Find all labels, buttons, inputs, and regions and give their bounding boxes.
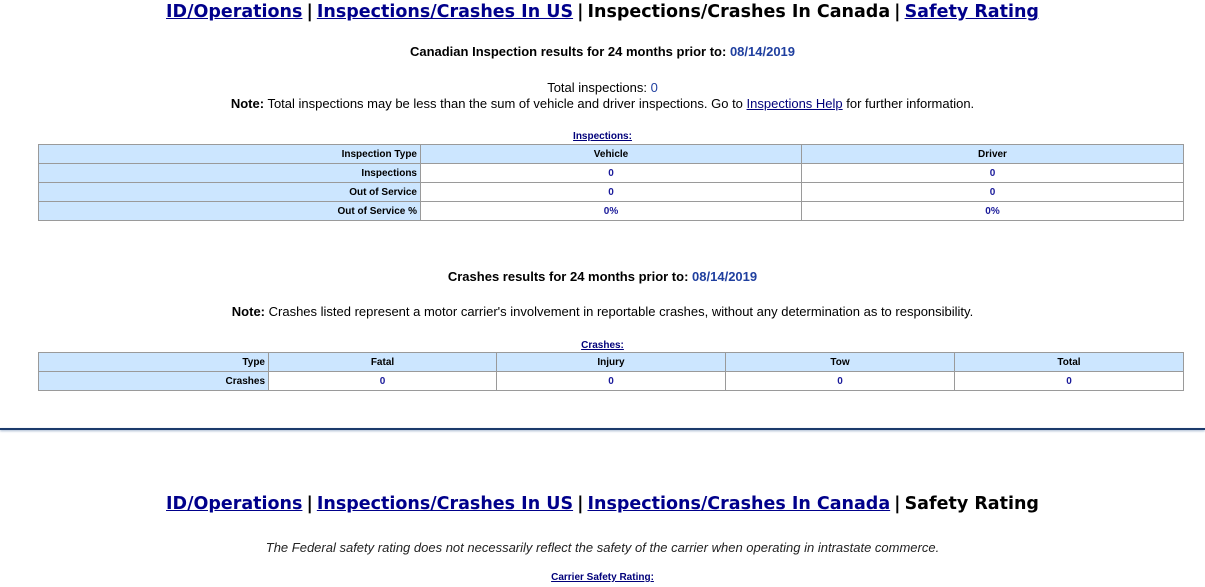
- inspections-caption-link[interactable]: Inspections:: [573, 131, 632, 142]
- table-cell: 0: [421, 164, 802, 183]
- total-inspections-value: 0: [650, 80, 658, 95]
- table-row: [39, 202, 1184, 221]
- total-inspections-label: Total inspections:: [547, 80, 647, 95]
- nav-separator: |: [577, 2, 584, 22]
- column-header: Total: [955, 353, 1184, 372]
- inspections-caption: [0, 131, 1205, 142]
- row-label: Inspections: [39, 164, 421, 183]
- table-row: [39, 183, 1184, 202]
- nav-safety-rating-current: Safety Rating: [904, 494, 1039, 514]
- crashes-caption: [0, 340, 1205, 351]
- nav-separator: |: [894, 2, 901, 22]
- table-cell: 0: [497, 372, 726, 391]
- nav-safety-rating-link[interactable]: Safety Rating: [904, 2, 1039, 22]
- nav-separator: |: [577, 494, 584, 514]
- row-label: Out of Service: [39, 183, 421, 202]
- column-header: Inspection Type: [39, 145, 421, 164]
- total-inspections: [0, 80, 1205, 95]
- row-label: Crashes: [39, 372, 269, 391]
- table-row: [39, 372, 1184, 391]
- top-nav: [0, 2, 1205, 22]
- inspection-note-text-end: for further information.: [842, 96, 975, 111]
- inspections-table: [38, 144, 1184, 221]
- crash-date: 08/14/2019: [692, 269, 758, 284]
- section-divider: [0, 428, 1205, 430]
- crash-note-text: Crashes listed represent a motor carrier's involvement in reportable crashes, without any determination as to responsibility.: [265, 304, 974, 319]
- nav-id-operations-link[interactable]: ID/Operations: [166, 2, 303, 22]
- nav-id-operations-link[interactable]: ID/Operations: [166, 494, 303, 514]
- crash-heading: [0, 269, 1205, 284]
- inspection-date: 08/14/2019: [729, 44, 796, 59]
- inspection-heading: [0, 44, 1205, 59]
- column-header: Driver: [802, 145, 1184, 164]
- crashes-table: [38, 352, 1184, 391]
- table-cell: 0: [802, 164, 1184, 183]
- carrier-safety-rating-link[interactable]: Carrier Safety Rating:: [551, 572, 654, 583]
- nav-separator: |: [306, 2, 313, 22]
- nav-separator: |: [894, 494, 901, 514]
- inspection-heading-text: Canadian Inspection results for 24 months prior to:: [409, 44, 727, 59]
- table-header-row: [39, 353, 1184, 372]
- crash-note-label: Note:: [231, 304, 266, 319]
- table-cell: 0: [955, 372, 1184, 391]
- row-label: Out of Service %: [39, 202, 421, 221]
- crash-note: [0, 304, 1205, 319]
- table-cell: 0: [802, 183, 1184, 202]
- table-cell: 0%: [802, 202, 1184, 221]
- column-header: Type: [39, 353, 269, 372]
- crash-heading-text: Crashes results for 24 months prior to:: [447, 269, 689, 284]
- column-header: Vehicle: [421, 145, 802, 164]
- inspections-help-link[interactable]: Inspections Help: [746, 96, 843, 111]
- nav-inspections-us-link[interactable]: Inspections/Crashes In US: [316, 494, 574, 514]
- bottom-nav: [0, 494, 1205, 514]
- nav-separator: |: [306, 494, 313, 514]
- column-header: Fatal: [269, 353, 497, 372]
- table-cell: 0: [421, 183, 802, 202]
- crashes-caption-link[interactable]: Crashes:: [581, 340, 624, 351]
- column-header: Injury: [497, 353, 726, 372]
- inspection-note-text: Total inspections may be less than the sum of vehicle and driver inspections. Go to: [264, 96, 747, 111]
- safety-rating-note: The Federal safety rating does not necessarily reflect the safety of the carrier when operating in intrastate commerce.: [265, 540, 940, 555]
- table-cell: 0: [726, 372, 955, 391]
- table-cell: 0: [269, 372, 497, 391]
- carrier-safety-rating-caption: [0, 572, 1205, 583]
- nav-inspections-canada-current: Inspections/Crashes In Canada: [587, 2, 891, 22]
- table-header-row: [39, 145, 1184, 164]
- table-row: [39, 164, 1184, 183]
- inspection-note-label: Note:: [230, 96, 265, 111]
- inspection-note: [0, 96, 1205, 111]
- table-cell: 0%: [421, 202, 802, 221]
- nav-inspections-us-link[interactable]: Inspections/Crashes In US: [316, 2, 574, 22]
- nav-inspections-canada-link[interactable]: Inspections/Crashes In Canada: [587, 494, 891, 514]
- column-header: Tow: [726, 353, 955, 372]
